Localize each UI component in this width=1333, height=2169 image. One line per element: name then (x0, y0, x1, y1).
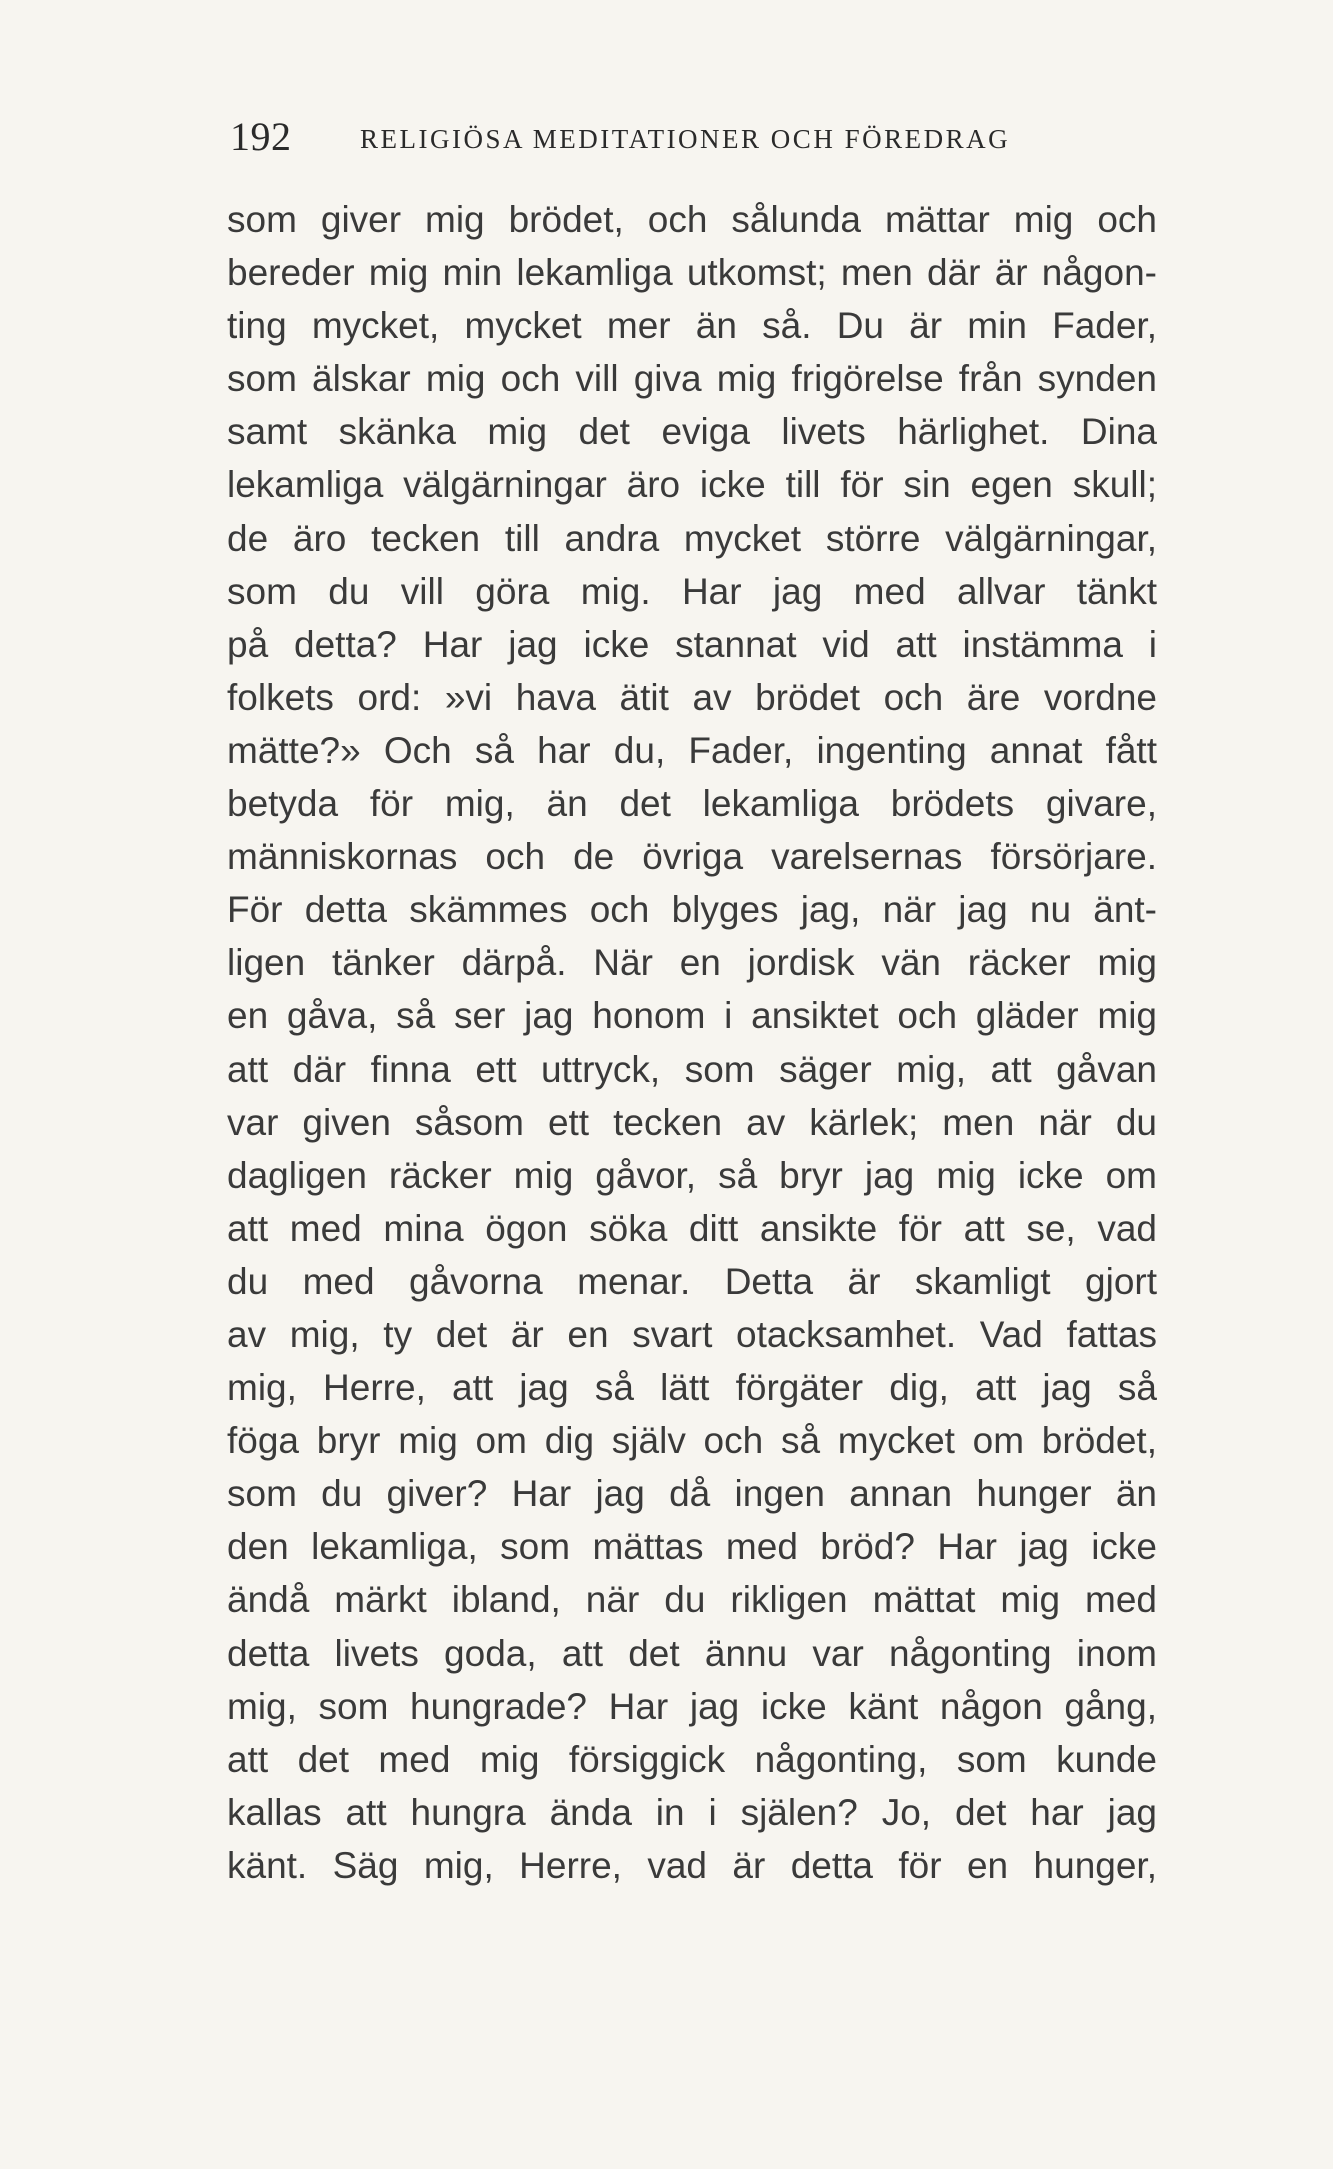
text-line: mig, som hungrade? Har jag icke känt någon gång, (227, 1685, 1157, 1727)
text-line: som giver mig brödet, och sålunda mättar mig och (227, 199, 1157, 240)
text-line: mätte?» Och så har du, Fader, ingenting annat fått (227, 729, 1157, 771)
text-line: att det med mig försiggick någonting, som kunde (227, 1738, 1157, 1780)
text-line: som du giver? Har jag då ingen annan hunger än (227, 1473, 1157, 1515)
text-line: samt skänka mig det eviga livets härlighet. Dina (227, 411, 1157, 453)
text-line: en gåva, så ser jag honom i ansiktet och gläder mig (227, 995, 1157, 1037)
text-line: betyda för mig, än det lekamliga brödets givare, (227, 783, 1157, 825)
text-line: som älskar mig och vill giva mig frigörelse från synden (227, 358, 1157, 400)
text-line: av mig, ty det är en svart otacksamhet. Vad fattas (227, 1313, 1157, 1355)
body-text (227, 193, 1157, 1892)
page-number: 192 (230, 114, 292, 159)
text-line: För detta skämmes och blyges jag, när jag nu änt- (227, 889, 1157, 931)
text-line: var given såsom ett tecken av kärlek; men när du (227, 1101, 1157, 1143)
page-header (230, 112, 1130, 172)
text-line: lekamliga välgärningar äro icke till för sin egen skull; (227, 464, 1157, 506)
text-line: mig, Herre, att jag så lätt förgäter dig, att jag så (227, 1367, 1157, 1409)
text-line: folkets ord: »vi hava ätit av brödet och äre vordne (227, 676, 1157, 718)
text-line: detta livets goda, att det ännu var någonting inom (227, 1632, 1157, 1674)
text-line: bereder mig min lekamliga utkomst; men där är någon- (227, 252, 1157, 294)
text-line: dagligen räcker mig gåvor, så bryr jag mig icke om (227, 1154, 1157, 1196)
text-line: människornas och de övriga varelsernas försörjare. (227, 836, 1157, 878)
text-line: som du vill göra mig. Har jag med allvar tänkt (227, 570, 1157, 612)
text-line: föga bryr mig om dig själv och så mycket om brödet, (227, 1420, 1157, 1462)
text-line: att med mina ögon söka ditt ansikte för att se, vad (227, 1207, 1157, 1249)
running-title: RELIGIÖSA MEDITATIONER OCH FÖREDRAG (360, 124, 1011, 154)
text-line: den lekamliga, som mättas med bröd? Har jag icke (227, 1526, 1157, 1568)
text-line: de äro tecken till andra mycket större välgärningar, (227, 517, 1157, 559)
text-line: känt. Säg mig, Herre, vad är detta för en hunger, (227, 1844, 1157, 1886)
text-line: ligen tänker därpå. När en jordisk vän räcker mig (227, 942, 1157, 984)
text-line: att där finna ett uttryck, som säger mig, att gåvan (227, 1048, 1157, 1090)
text-line: på detta? Har jag icke stannat vid att instämma i (227, 623, 1157, 665)
text-line: ändå märkt ibland, när du rikligen mättat mig med (227, 1579, 1157, 1621)
text-line: kallas att hungra ända in i själen? Jo, det har jag (227, 1791, 1157, 1833)
text-line: du med gåvorna menar. Detta är skamligt gjort (227, 1260, 1157, 1302)
text-line: ting mycket, mycket mer än så. Du är min Fader, (227, 305, 1157, 347)
